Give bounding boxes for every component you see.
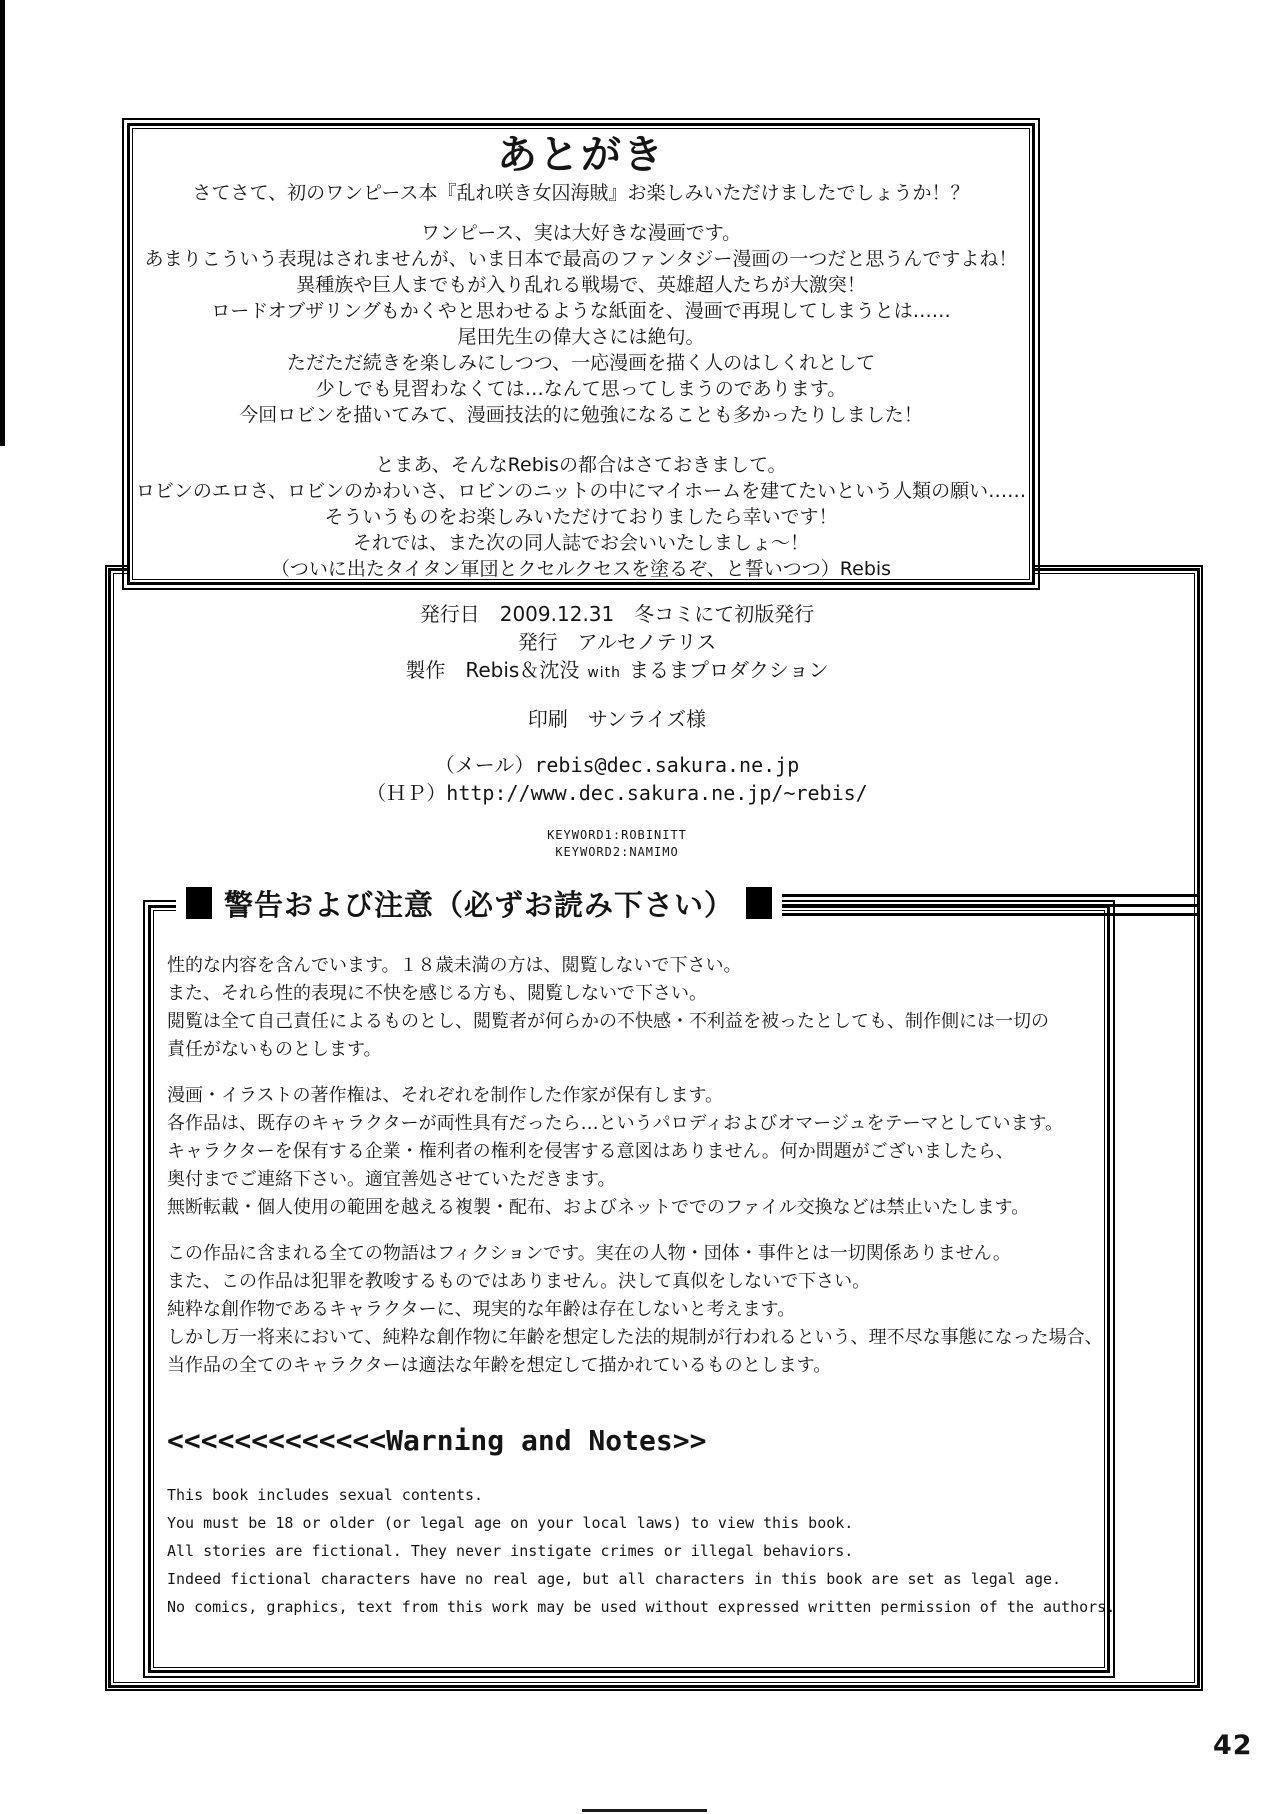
scan-artifact-left-edge [0, 0, 5, 446]
warning-english-line: You must be 18 or older (or legal age on your local laws) to view this book. [167, 1514, 854, 1532]
afterword-line: さてさて、初のワンピース本『乱れ咲き女囚海賊』お楽しみいただけましたでしょうか！？ [192, 182, 970, 204]
warning-english-paragraph [167, 1481, 1116, 1621]
header-rule-lines [762, 894, 1200, 916]
warning-header-title: 警告および注意（必ずお読み下さい） [224, 887, 735, 922]
warning-line: 奥付までご連絡下さい。適宜善処させていただきます。 [167, 1169, 616, 1190]
colophon-keyword1: KEYWORD1:ROBINITT [547, 828, 687, 842]
afterword-line: 異種族や巨人までもが入り乱れる戦場で、英雄超人たちが大激突！ [296, 274, 866, 296]
afterword-line: ワンピース、実は大好きな漫画です。 [420, 222, 742, 244]
colophon-keyword2: KEYWORD2:NAMIMO [555, 845, 679, 859]
colophon-production-right: まるまプロダクション [629, 658, 829, 682]
warning-line: この作品に含まれる全ての物語はフィクションです。実在の人物・団体・事件とは一切関係ありません。 [167, 1243, 1011, 1264]
colophon-gap [127, 733, 1107, 751]
black-square-icon [746, 887, 772, 919]
scan-artifact-bottom-edge [582, 1809, 707, 1812]
colophon-section [127, 600, 1107, 861]
colophon-date: 発行日 2009.12.31 冬コミにて初版発行 [419, 602, 815, 626]
warning-line: また、この作品は犯罪を教唆するものではありません。決して真似をしないで下さい。 [167, 1271, 871, 1292]
warning-header [176, 872, 782, 934]
warning-english-title: <<<<<<<<<<<<<Warning and Notes>> [167, 1424, 707, 1457]
black-square-icon [186, 887, 212, 919]
afterword-gap [130, 428, 1032, 452]
warning-box [148, 905, 1116, 1673]
warning-english-line: No comics, graphics, text from this work may be used without expressed written permission of the authors. [167, 1598, 1116, 1616]
warning-line: 閲覧は全て自己責任によるものとし、閲覧者が何らかの不快感・不利益を被ったとしても、制作側には一切の [167, 1011, 1049, 1032]
warning-line: 無断転載・個人使用の範囲を越える複製・配布、およびネットででのファイル交換などは禁止いたします。 [167, 1197, 1030, 1218]
colophon-mail: （メール）rebis@dec.sakura.ne.jp [434, 753, 800, 777]
warning-line: 責任がないものとします。 [167, 1039, 382, 1060]
warning-line: 当作品の全てのキャラクターは適法な年齢を想定して描かれているものとします。 [167, 1355, 832, 1376]
warning-paragraph [167, 1240, 1103, 1380]
warning-line: しかし万一将来において、純粋な創作物に年齢を想定した法的規制が行われるという、理不尽な事態になった場合、 [167, 1327, 1103, 1348]
warning-paragraph [167, 952, 1091, 1064]
warning-paragraph [167, 1082, 1091, 1222]
afterword-line: ロビンのエロさ、ロビンのかわいさ、ロビンのニットの中にマイホームを建てたいという人類の願い…… [135, 480, 1027, 502]
afterword-line: それでは、また次の同人誌でお会いいたしましょ～！ [352, 532, 809, 554]
warning-line: 漫画・イラストの著作権は、それぞれを制作した作家が保有します。 [167, 1085, 724, 1106]
afterword-line: ただただ続きを楽しみにしつつ、一応漫画を描く人のはしくれとして [286, 352, 876, 374]
warning-line: また、それら性的表現に不快を感じる方も、閲覧しないで下さい。 [167, 983, 707, 1004]
afterword-line: とまあ、そんなRebisの都合はさておきまして。 [375, 454, 787, 476]
colophon-production [127, 656, 1107, 687]
colophon-production-left: 製作 Rebis＆沈没 [405, 658, 580, 682]
colophon-homepage-url: （ＨＰ）http://www.dec.sakura.ne.jp/~rebis/ [366, 781, 868, 805]
afterword-line: あまりこういう表現はされませんが、いま日本で最高のファンタジー漫画の一つだと思うんですよね！ [144, 248, 1018, 270]
afterword-line: そういうものをお楽しみいただけておりましたら幸いです！ [324, 506, 838, 528]
warning-line: キャラクターを保有する企業・権利者の権利を侵害する意図はありません。何か問題がございましたら、 [167, 1141, 1014, 1162]
warning-english-line: Indeed fictional characters have no real age, but all characters in this book are set as legal age. [167, 1570, 1062, 1588]
afterword-title: あとがき [497, 132, 665, 178]
warning-english-line: This book includes sexual contents. [167, 1486, 484, 1504]
afterword-line: 少しでも見習わなくては…なんて思ってしまうのであります。 [315, 378, 847, 400]
warning-line: 性的な内容を含んでいます。１８歳未満の方は、閲覧しないで下さい。 [167, 955, 742, 976]
colophon-gap [127, 807, 1107, 827]
afterword-gap [130, 206, 1032, 220]
afterword-line: 今回ロビンを描いてみて、漫画技法的に勉強になることも多かったりしました！ [239, 404, 923, 426]
warning-line: 純粋な創作物であるキャラクターに、現実的な年齢は存在しないと考えます。 [167, 1299, 796, 1320]
colophon-gap [127, 687, 1107, 705]
page-number: 42 [1213, 1730, 1253, 1761]
afterword-line: 尾田先生の偉大さには絶句。 [457, 326, 705, 348]
afterword-line: ロードオブザリングもかくやと思わせるような紙面を、漫画で再現してしまうとは…… [211, 300, 951, 322]
afterword-line: （ついに出たタイタン軍団とクセルクセスを塗るぞ、と誓いつつ）Rebis [270, 558, 892, 580]
warning-line: 各作品は、既存のキャラクターが両性具有だったら…というパロディおよびオマージュをテーマとしています。 [167, 1113, 1064, 1134]
colophon-production-with: with [587, 665, 622, 681]
afterword-box [127, 123, 1035, 585]
colophon-publisher: 発行 アルセノテリス [517, 630, 717, 654]
warning-english-line: All stories are fictional. They never instigate crimes or illegal behaviors. [167, 1542, 854, 1560]
colophon-print: 印刷 サンライズ様 [527, 707, 707, 731]
